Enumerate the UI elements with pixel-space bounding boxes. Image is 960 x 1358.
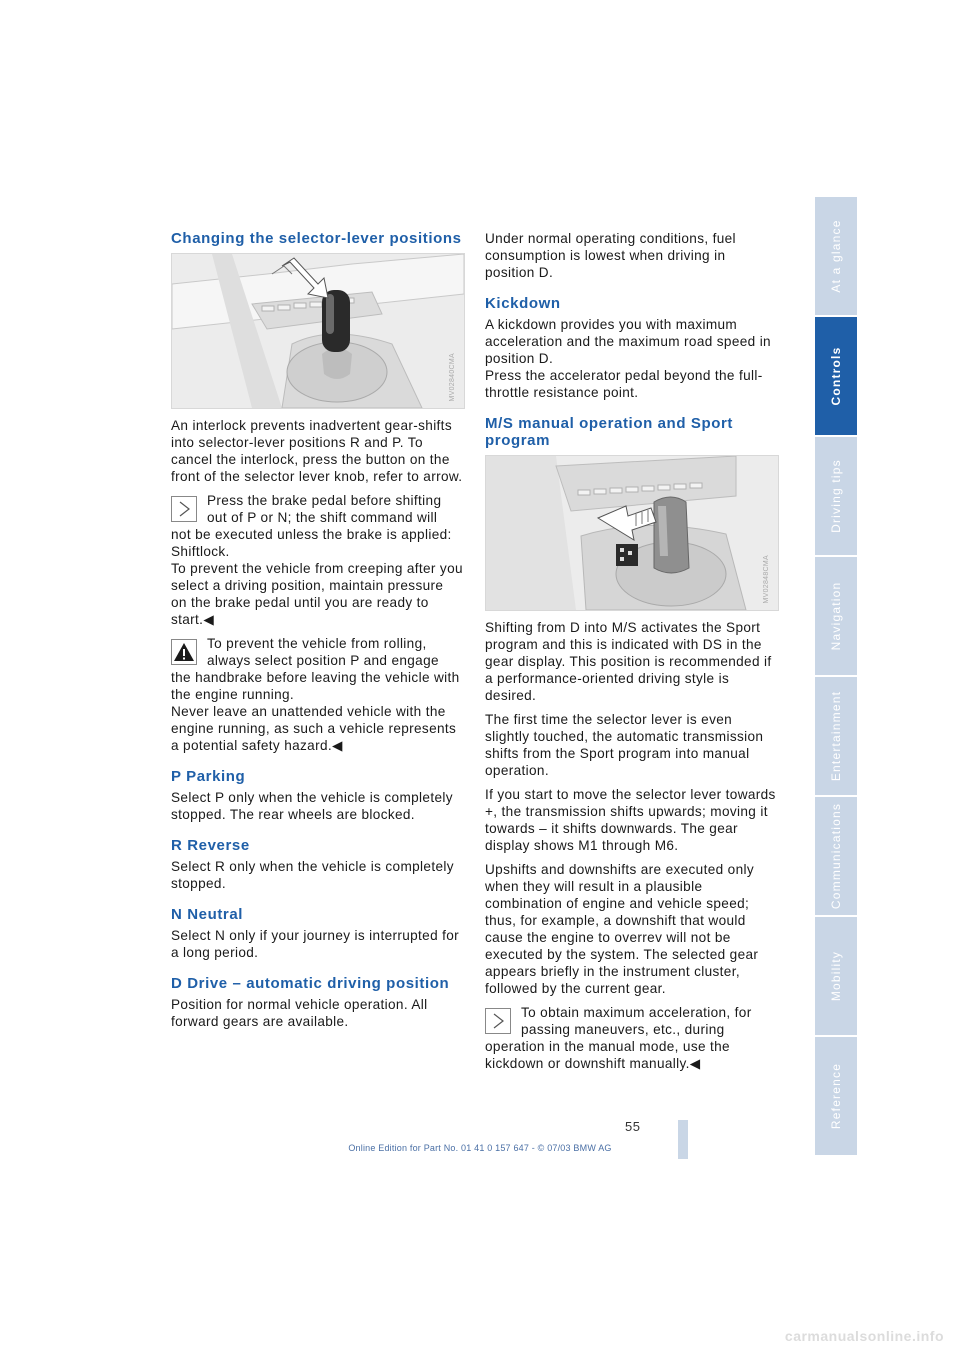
tab-label: Controls xyxy=(829,346,843,406)
tab-reference[interactable] xyxy=(815,1037,857,1155)
heading-drive: D Drive – automatic driving position xyxy=(171,975,450,992)
paragraph-reverse: Select R only when the vehicle is completely stopped. xyxy=(171,859,454,891)
footer-edition: Online Edition for Part No. 01 41 0 157 647 - © 07/03 BMW AG xyxy=(348,1143,612,1153)
note-acceleration xyxy=(485,1004,777,1072)
tab-navigation[interactable] xyxy=(815,557,857,675)
paragraph-neutral: Select N only if your journey is interrupted for a long period. xyxy=(171,928,460,960)
selector-lever-illustration xyxy=(172,254,464,408)
heading-neutral: N Neutral xyxy=(171,906,244,923)
right-column xyxy=(485,230,777,1072)
tab-communications[interactable] xyxy=(815,797,857,915)
paragraph-kickdown: A kickdown provides you with maximum acceleration and the maximum road speed in position D. Press the accelerator pedal beyond the full-throttle resistance point. xyxy=(485,317,771,400)
page-number: 55 xyxy=(625,1119,641,1134)
note-acceleration-rest: operation in the manual mode, use the kickdown or downshift manually.◀ xyxy=(485,1039,730,1071)
paragraph-drive: Position for normal vehicle operation. All forward gears are available. xyxy=(171,997,428,1029)
note-brake-rest: not be executed unless the brake is applied: Shiftlock. To prevent the vehicle from creeping after you select a driving position, maintain pressure on the brake pedal until you are ready to start.◀ xyxy=(171,527,463,627)
tab-label: Navigation xyxy=(829,581,843,651)
tab-label: Driving tips xyxy=(829,459,843,533)
tab-label: At a glance xyxy=(829,219,843,293)
tab-mobility[interactable] xyxy=(815,917,857,1035)
note-brake-first: Press the brake pedal before shifting out of P or N; the shift command will xyxy=(207,493,442,525)
warning-icon xyxy=(171,639,197,665)
warning-rolling xyxy=(171,635,463,754)
heading-parking: P Parking xyxy=(171,768,246,785)
manual-sport-illustration xyxy=(486,456,778,610)
warning-first: To prevent the vehicle from rolling, always select position P and engage xyxy=(207,636,439,668)
paragraph-shift-ms: Shifting from D into M/S activates the Sport program and this is indicated with DS in the gear display. This position is recommended if a performance-oriented driving style is desired. xyxy=(485,620,772,703)
tab-entertainment[interactable] xyxy=(815,677,857,795)
note-arrow-icon xyxy=(171,496,197,522)
note-brake xyxy=(171,492,463,628)
paragraph-upshifts: Upshifts and downshifts are executed only when they will result in a plausible combination of engine and vehicle speed; thus, for example, a downshift that would cause the engine to overrev will not be executed by the system. The selected gear appears briefly in the instrument cluster, followed by the current gear. xyxy=(485,862,759,996)
heading-manual-sport: M/S manual operation and Sport program xyxy=(485,415,734,449)
figure-code: MV02840CMA xyxy=(449,353,456,402)
tab-at-a-glance[interactable] xyxy=(815,197,857,315)
tab-label: Reference xyxy=(829,1062,843,1130)
heading-reverse: R Reverse xyxy=(171,837,250,854)
figure-selector-lever xyxy=(171,253,465,409)
tab-driving-tips[interactable] xyxy=(815,437,857,555)
tab-label: Communications xyxy=(829,802,843,910)
paragraph-first-time: The first time the selector lever is even slightly touched, the automatic transmission shifts from the Sport program into manual operation. xyxy=(485,712,764,778)
paragraph-fuel: Under normal operating conditions, fuel consumption is lowest when driving in position D. xyxy=(485,231,736,280)
tab-label: Entertainment xyxy=(829,690,843,782)
warning-rest: the handbrake before leaving the vehicle with the engine running. Never leave an unattended vehicle with the engine running, as such a vehicle represents a potential safety hazard.◀ xyxy=(171,670,460,753)
heading-kickdown: Kickdown xyxy=(485,295,561,312)
note-arrow-icon xyxy=(485,1008,511,1034)
figure-manual-sport xyxy=(485,455,779,611)
figure-code: MV02848CMA xyxy=(763,555,770,604)
tab-controls[interactable] xyxy=(815,317,857,435)
left-column xyxy=(171,230,463,1037)
heading-changing-selector: Changing the selector-lever positions xyxy=(171,230,462,247)
tab-label: Mobility xyxy=(829,950,843,1002)
watermark: carmanualsonline.info xyxy=(784,1328,944,1344)
note-acceleration-first: To obtain maximum acceleration, for passing maneuvers, etc., during xyxy=(521,1005,752,1037)
paragraph-parking: Select P only when the vehicle is completely stopped. The rear wheels are blocked. xyxy=(171,790,453,822)
page-marker-bar xyxy=(678,1120,688,1159)
section-tabs xyxy=(815,197,857,1157)
paragraph-interlock: An interlock prevents inadvertent gear-shifts into selector-lever positions R and P. To cancel the interlock, press the button on the front of the selector lever knob, refer to arrow. xyxy=(171,418,463,484)
paragraph-move-lever: If you start to move the selector lever towards +, the transmission shifts upwards; moving it towards – it shifts downwards. The gear display shows M1 through M6. xyxy=(485,787,776,853)
